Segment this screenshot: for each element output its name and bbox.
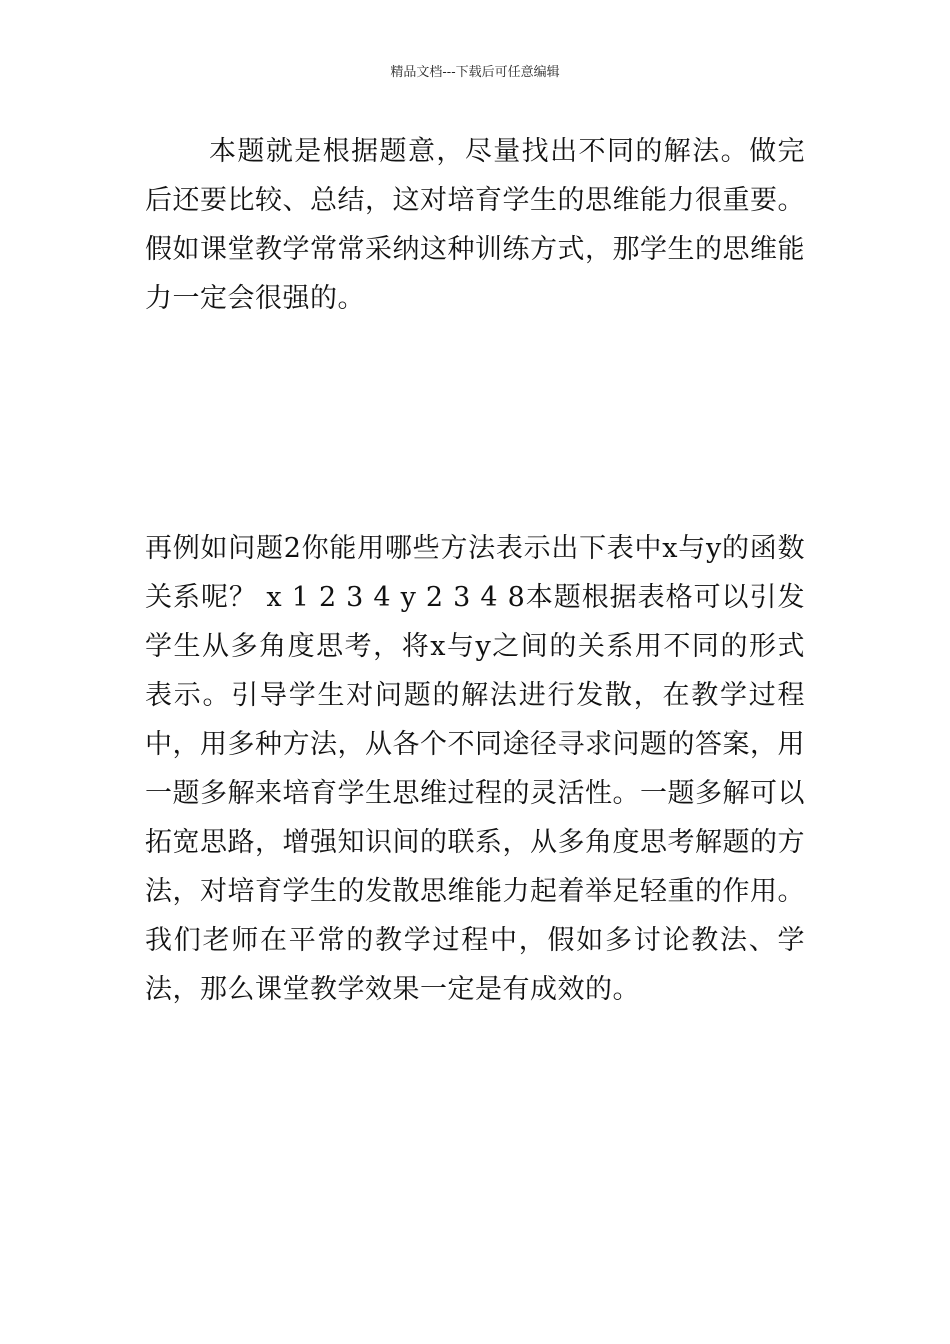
paragraph-1: 本题就是根据题意，尽量找出不同的解法。做完后还要比较、总结，这对培育学生的思维能力很重要。假如课堂教学常常采纳这种训练方式，那学生的思维能力一定会很强的。	[145, 136, 805, 314]
page-header: 精品文档---下载后可任意编辑	[390, 65, 560, 80]
paragraph-2: 再例如问题2你能用哪些方法表示出下表中x与y的函数关系呢？ x 1 2 3 4 y 2 3 4 8本题根据表格可以引发学生从多角度思考，将x与y之间的关系用不同的形式表示。引导学生对问题的解法进行发散，在教学过程中，用多种方法，从各个不同途径寻求问题的答案，用一题多解来培育学生思维过程的灵活性。一题多解可以拓宽思路，增强知识间的联系，从多角度思考解题的方法，对培育学生的发散思维能力起着举足轻重的作用。我们老师在平常的教学过程中，假如多讨论教法、学法，那么课堂教学效果一定是有成效的。	[145, 533, 805, 1005]
